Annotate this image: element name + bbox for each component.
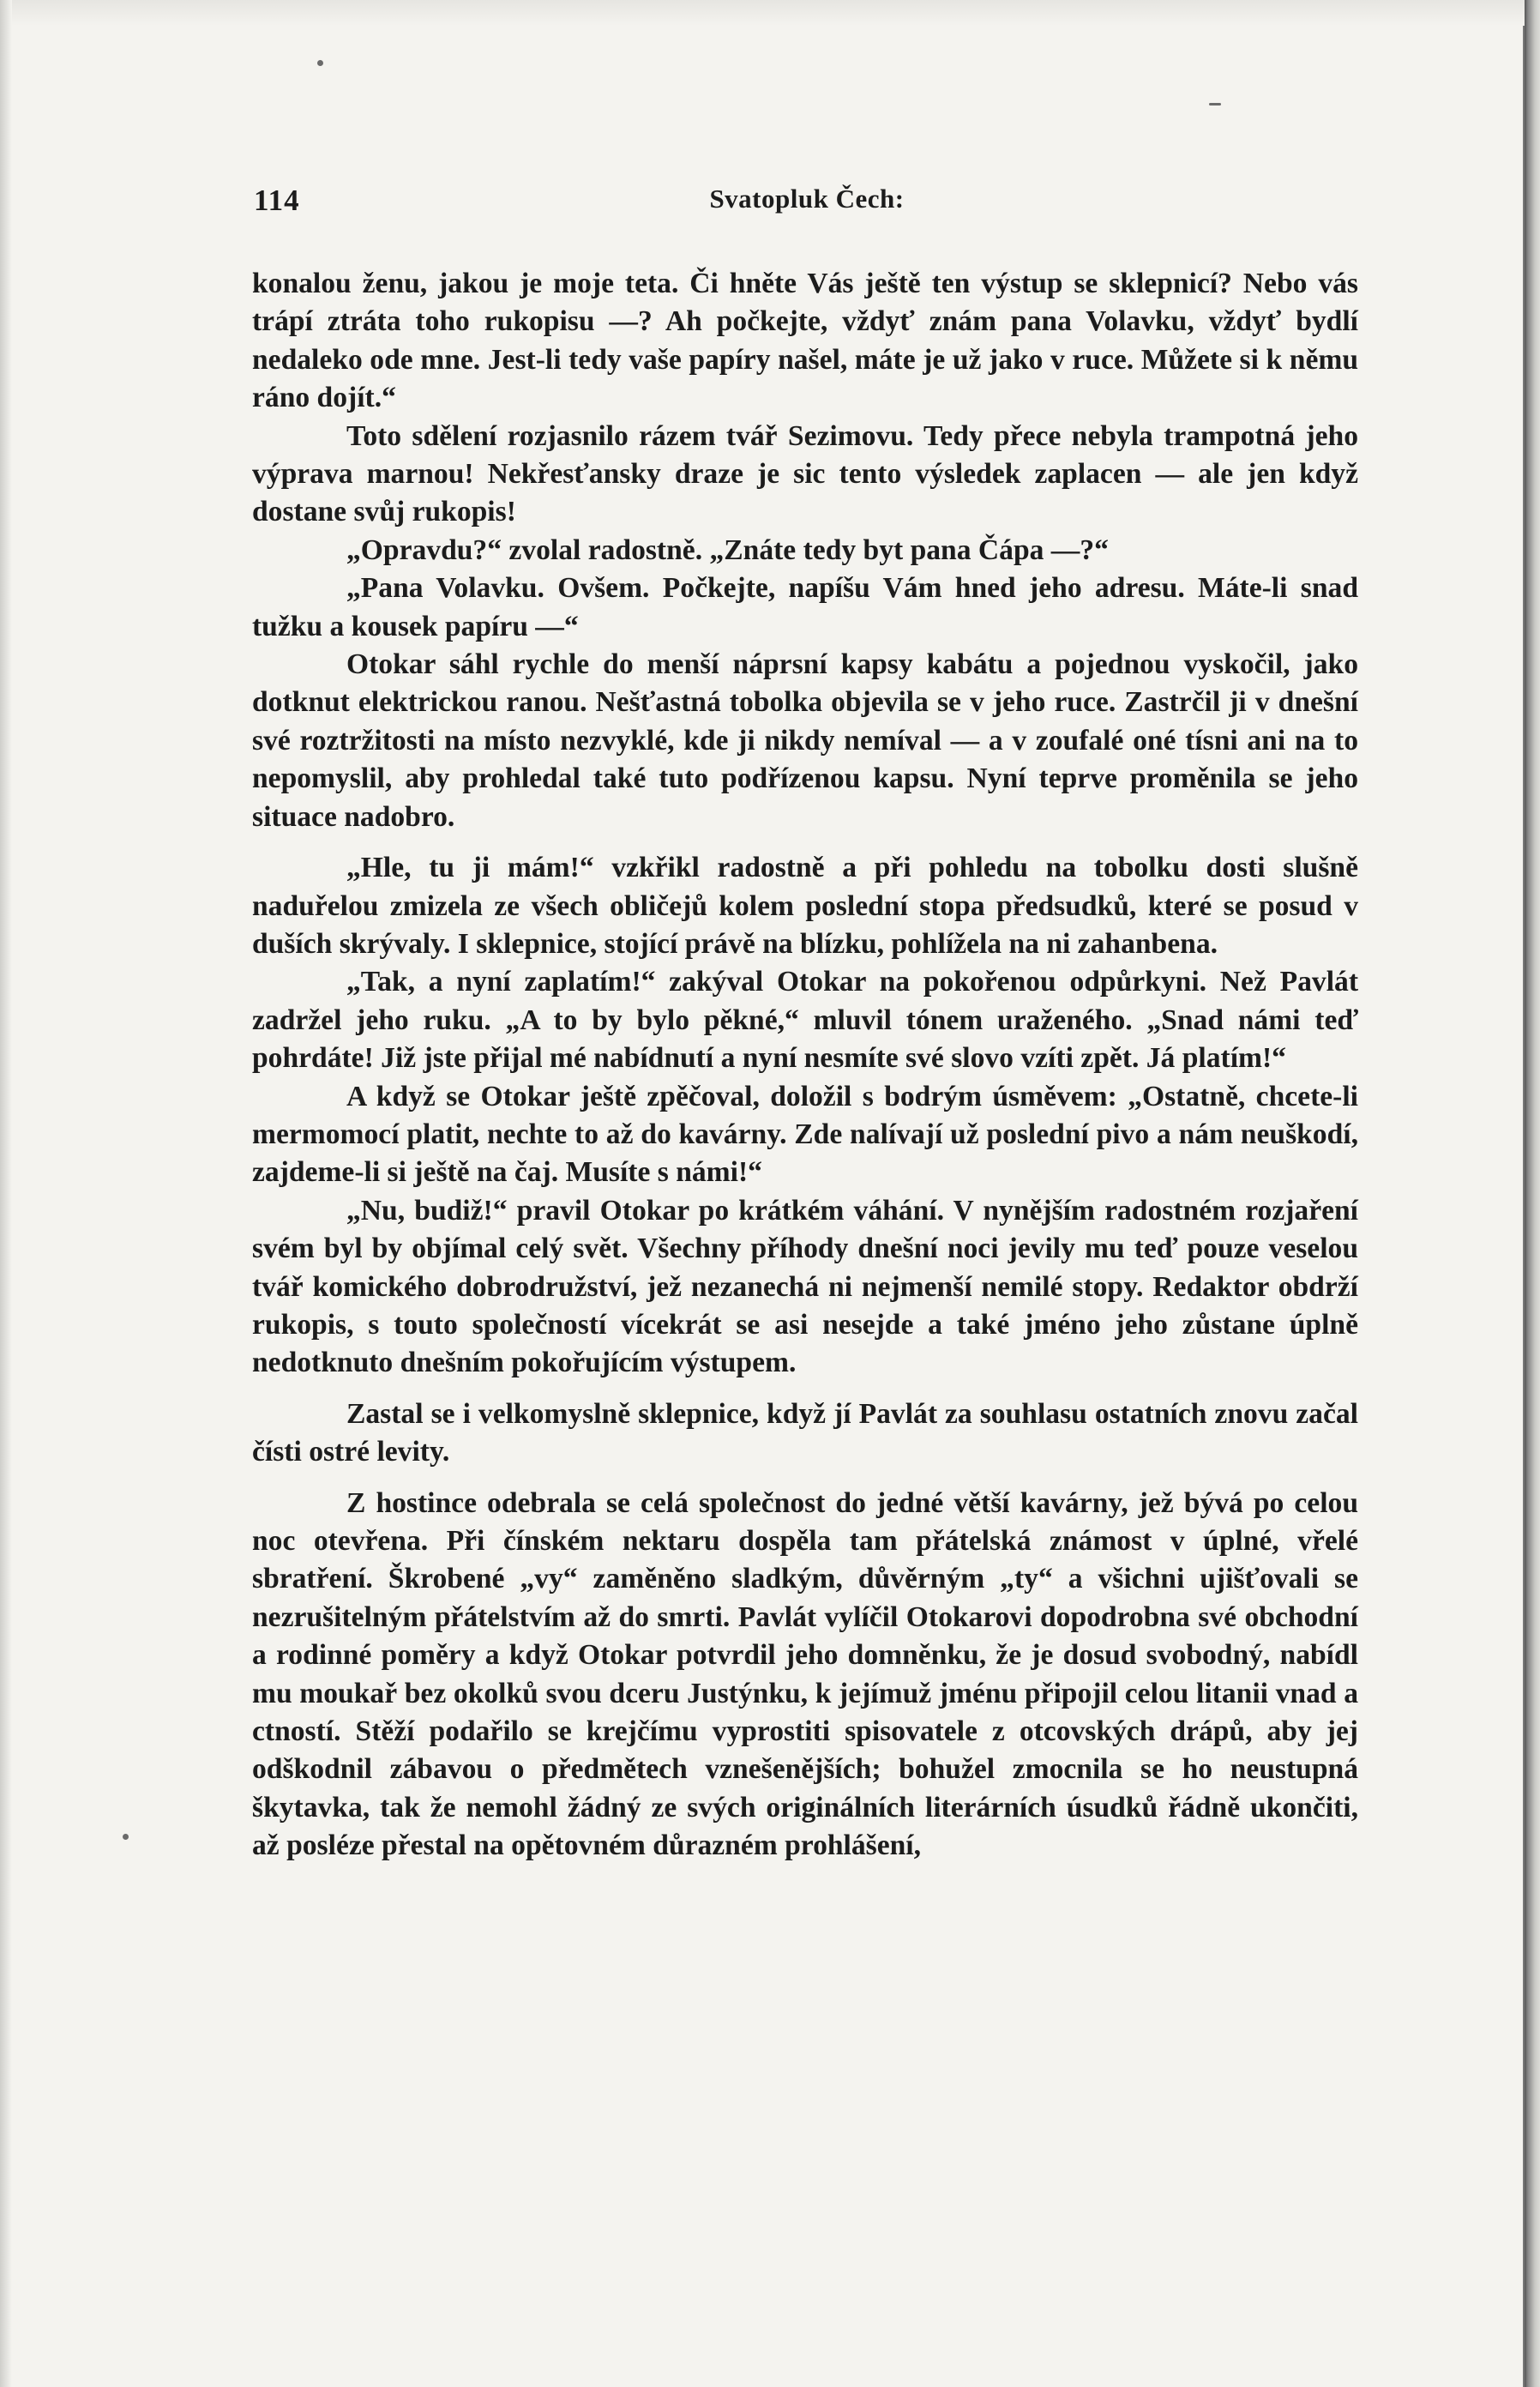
paragraph: „Pana Volavku. Ovšem. Počkejte, napíšu Vám hned jeho adresu. Máte-li snad tužku a kousek papíru —“ (252, 572, 1358, 642)
page-left-shadow (0, 0, 12, 2387)
paragraph: A když se Otokar ještě zpěčoval, doložil s bodrým úsměvem: „Ostatně, chcete-li mermomocí platit, nechte to až do kavárny. Zde nalívají už poslední pivo a nám neuškodí, zajdeme-li si ještě na čaj. Musíte s námi!“ (252, 1080, 1358, 1189)
page-header (254, 184, 1360, 228)
print-speck (1209, 103, 1221, 105)
page-edge-binding (1525, 0, 1540, 2387)
paragraph: „Hle, tu ji mám!“ vzkřikl radostně a při pohledu na tobolku dosti slušně naduřelou zmizela ze všech obličejů kolem poslední stopa předsudků, které se posud v duších skrývaly. I sklepnice, stojící právě na blízku, pohlížela na ni zahanbena. (252, 852, 1358, 960)
paragraph: Z hostince odebrala se celá společnost do jedné větší kavárny, jež bývá po celou noc otevřena. Při čínském nektaru dospěla tam přátelská známost v úplné, vřelé sbratření. Škrobené „vy“ zaměněno sladkým, důvěrným „ty“ a všichni ujišťovali se nezrušitelným přátelstvím až do smrti. Pavlát vylíčil Otokarovi dopodrobna své obchodní a rodinné poměry a když Otokar potvrdil jeho domněnku, že je dosud svobodný, nabídl mu moukař bez okolků svou dceru Justýnku, k jejímuž jménu připojil celou litanii vnad a ctností. Stěží podařilo se krejčímu vyprostiti spisovatele z otcovských drápů, aby jej odškodnil zábavou o předmětech vznešenějších; bohužel zmocnila se ho neustupná škytavka, tak že nemohl žádný ze svých originálních literárních úsudků řádně ukončiti, až posléze přestal na opětovném důrazném prohlášení, (252, 1486, 1358, 1862)
print-speck (317, 60, 323, 66)
running-head: Svatopluk Čech: (709, 184, 905, 214)
paragraph: Zastal se i velkomyslně sklepnice, když jí Pavlát za souhlasu ostatních znovu začal čísti ostré levity. (252, 1397, 1358, 1468)
page-number: 114 (254, 184, 300, 217)
paragraph: Otokar sáhl rychle do menší náprsní kapsy kabátu a pojednou vyskočil, jako dotknut elektrickou ranou. Nešťastná tobolka objevila se v jeho ruce. Zastrčil ji v dnešní své roztržitosti na místo nezvyklé, kde ji nikdy nemíval — a v zoufalé oné tísni ani na to nepomyslil, aby prohledal také tuto podřízenou kapsu. Nyní teprve proměnila se jeho situace nadobro. (252, 648, 1358, 833)
body-text (252, 265, 1358, 1866)
page-top-shadow (0, 0, 1525, 26)
paragraph: Toto sdělení rozjasnilo rázem tvář Sezimovu. Tedy přece nebyla trampotná jeho výprava marnou! Nekřesťansky draze je sic tento výsledek zaplacen — ale jen když dostane svůj rukopis! (252, 419, 1358, 528)
paragraph: „Tak, a nyní zaplatím!“ zakýval Otokar na pokořenou odpůrkyni. Než Pavlát zadržel jeho ruku. „A to by bylo pěkné,“ mluvil tónem uraženého. „Snad námi teď pohrdáte! Již jste přijal mé nabídnutí a nyní nesmíte své slovo vzíti zpět. Já platím!“ (252, 966, 1358, 1075)
paragraph: „Nu, budiž!“ pravil Otokar po krátkém váhání. V nynějším radostném rozjaření svém byl by objímal celý svět. Všechny příhody dnešní noci jevily mu teď pouze veselou tvář komického dobrodružství, jež nezanechá ni nejmenší nemilé stopy. Redaktor obdrží rukopis, s touto společností vícekrát se asi nesejde a také jméno jeho zůstane úplně nedotknuto dnešním pokořujícím výstupem. (252, 1194, 1358, 1379)
paragraph: „Opravdu?“ zvolal radostně. „Znáte tedy byt pana Čápa —?“ (346, 533, 1109, 566)
paragraph: konalou ženu, jakou je moje teta. Či hněte Vás ještě ten výstup se sklepnicí? Nebo vás trápí ztráta toho rukopisu —? Ah počkejte, vždyť znám pana Volavku, vždyť bydlí nedaleko ode mne. Jest-li tedy vaše papíry našel, máte je už jako v ruce. Můžete si k němu ráno dojít.“ (252, 268, 1358, 414)
print-speck (123, 1834, 129, 1840)
